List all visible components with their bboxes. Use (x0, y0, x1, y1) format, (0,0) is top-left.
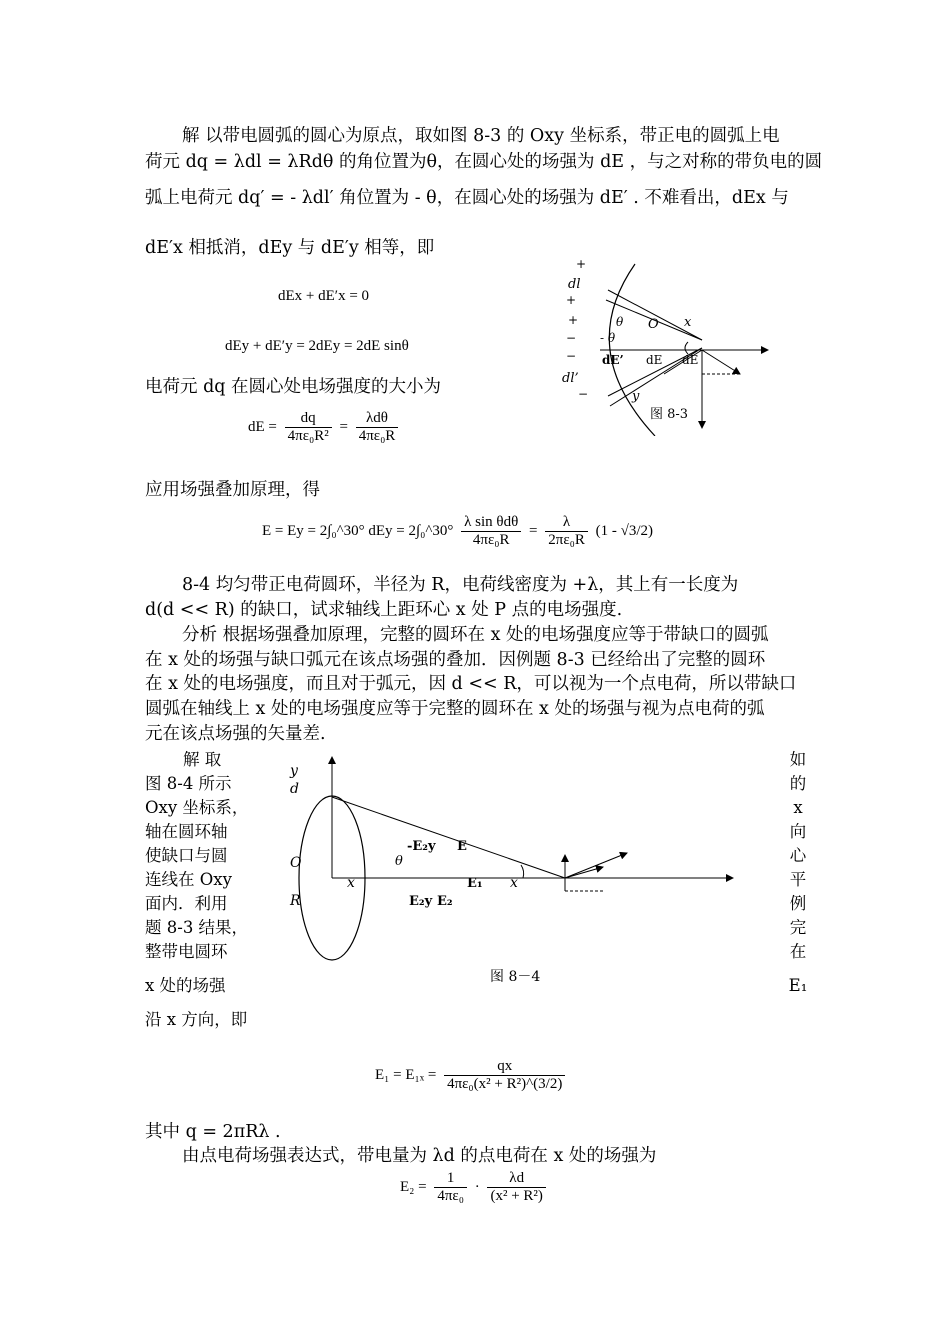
equation (400, 1170, 550, 1205)
text-line: 圆弧在轴线上 x 处的电场强度应等于完整的圆环在 x 处的场强与视为点电荷的弧 (145, 699, 765, 719)
col-line: 图 8-4 所示 (145, 774, 232, 793)
fig-y-label: y (632, 389, 640, 404)
text-line: 在 x 处的电场强度，而且对于弧元，因 d << R，可以视为一个点电荷，所以带缺口 (145, 674, 797, 694)
eq-lhs: dE = (248, 418, 277, 435)
numerator: dq (285, 410, 332, 428)
text-line: dE′x 相抵消，dEy 与 dE′y 相等，即 (145, 238, 435, 258)
fig-origin: O (290, 855, 302, 871)
fig-neg-E2y: -E₂y (407, 839, 436, 854)
col-line: 向 (789, 822, 807, 841)
col-line: 解 取 (183, 750, 222, 769)
denominator: 4πε₀R² (287, 428, 329, 444)
col-line: 使缺口与圆 (145, 846, 228, 865)
numerator: qx (444, 1058, 565, 1076)
left-column (145, 748, 265, 1032)
equals: = (529, 522, 538, 539)
fig-dE: dE (682, 353, 699, 367)
fraction (285, 410, 332, 445)
col-line: E₁ (788, 976, 808, 995)
equals: = (339, 418, 348, 435)
right-column (783, 748, 813, 998)
equation (375, 1058, 569, 1093)
text-line: 其中 q = 2πRλ . (145, 1122, 281, 1142)
denominator: 4πε₀(x² + R²)^(3/2) (447, 1076, 563, 1092)
col-line: 题 8-3 结果， (145, 918, 249, 937)
fig-E2: E₂ (437, 894, 453, 909)
col-line: x (793, 798, 803, 817)
col-line: Oxy 坐标系， (145, 798, 249, 817)
col-line: 如 (789, 750, 807, 769)
text-line: 电荷元 dq 在圆心处电场强度的大小为 (145, 377, 442, 397)
fig-plus: + (576, 257, 587, 271)
fig-minus: − (566, 331, 577, 345)
dot: · (474, 1178, 480, 1195)
text-line: 弧上电荷元 dq′ = - λdl′ 角位置为 - θ，在圆心处的场强为 dE′ . 不难看出，dEx 与 (145, 188, 789, 208)
fig-x-label: x (510, 875, 518, 891)
numerator: λ (545, 514, 588, 532)
text-line: 在 x 处的场强与缺口弧元在该点场强的叠加．因例题 8-3 已经给出了完整的圆环 (145, 650, 766, 670)
text-line: 由点电荷场强表达式，带电量为 λd 的点电荷在 x 处的场强为 (182, 1146, 657, 1166)
eq-lhs: E₁ = E₁ₓ = (375, 1066, 437, 1083)
fig-dl: dl (568, 277, 581, 292)
col-line: x 处的场强 (145, 976, 226, 995)
fig-plus: + (568, 313, 579, 327)
text-line: 应用场强叠加原理，得 (145, 480, 320, 500)
denominator: 4πε₀ (437, 1188, 464, 1204)
text-line: 荷元 dq = λdl = λRdθ 的角位置为θ，在圆心处的场强为 dE ，与之对称的带负电的圆 (145, 152, 823, 172)
col-line: 连线在 Oxy (145, 870, 232, 889)
eq-part: (1 - √3/2) (595, 522, 653, 539)
fig-dlp: dl’ (562, 371, 579, 386)
col-line: 的 (789, 774, 807, 793)
fig-E1: E₁ (467, 876, 483, 891)
equation: dEx + dE′x = 0 (278, 288, 370, 304)
col-line: 平 (789, 870, 807, 889)
figure-8-4 (285, 755, 755, 1005)
text-line: 解 以带电圆弧的圆心为原点，取如图 8-3 的 Oxy 坐标系，带正电的圆弧上电 (182, 126, 780, 146)
fig-E2y: E₂y (409, 894, 433, 909)
figure-caption: 图 8-3 (650, 407, 689, 422)
figure-8-3 (560, 256, 790, 436)
col-line: 轴在圆环轴 (145, 822, 228, 841)
figure-caption: 图 8－4 (490, 969, 541, 985)
fig-theta: θ (616, 315, 624, 329)
text-line: 8-4 均匀带正电荷圆环，半径为 R，电荷线密度为 +λ，其上有一长度为 (182, 575, 739, 595)
fraction (487, 1170, 545, 1205)
fig-plus: + (566, 293, 577, 307)
fraction (461, 514, 521, 549)
fig-y-label: y (290, 763, 298, 779)
numerator: 1 (434, 1170, 467, 1188)
fraction (434, 1170, 467, 1205)
fig-dE: dE (646, 353, 663, 367)
fig-R-label: R (290, 893, 301, 909)
text-line: d(d << R) 的缺口，试求轴线上距环心 x 处 P 点的电场强度. (145, 600, 623, 620)
eq-lhs: E₂ = (400, 1178, 427, 1195)
col-line: 完 (789, 918, 807, 937)
text-line: 元在该点场强的矢量差. (145, 724, 326, 744)
numerator: λ sin θdθ (461, 514, 521, 532)
fig-dE-prime: dE’ (602, 353, 624, 367)
col-line: 心 (789, 846, 807, 865)
fig-theta: θ (395, 854, 403, 869)
fig-minus: − (578, 387, 589, 401)
col-line: 在 (789, 942, 807, 961)
fraction (545, 514, 588, 549)
equation (248, 410, 402, 445)
fig-x-label: x (347, 875, 355, 891)
equation: dEy + dE′y = 2dEy = 2dE sinθ (225, 338, 409, 354)
fig-origin: O (648, 317, 659, 332)
fig-E: E (457, 839, 467, 854)
eq-part: E = Ey = 2∫₀^30° dEy = 2∫₀^30° (262, 522, 454, 539)
numerator: λdθ (356, 410, 399, 428)
denominator: 4πε₀R (472, 532, 510, 548)
fraction (444, 1058, 565, 1093)
denominator: (x² + R²) (490, 1188, 543, 1204)
text-line: 分析 根据场强叠加原理，完整的圆环在 x 处的电场强度应等于带缺口的圆弧 (182, 625, 769, 645)
numerator: λd (487, 1170, 545, 1188)
fraction (356, 410, 399, 445)
denominator: 4πε₀R (358, 428, 396, 444)
fig-neg-theta: - θ (600, 331, 616, 345)
equation (262, 514, 653, 549)
col-line: 沿 x 方向，即 (145, 1010, 248, 1029)
fig-x-label: x (684, 315, 692, 330)
fig-d-label: d (290, 781, 299, 797)
fig-minus: − (566, 349, 577, 363)
col-line: 整带电圆环 (145, 942, 228, 961)
denominator: 2πε₀R (548, 532, 585, 548)
col-line: 例 (789, 894, 807, 913)
col-line: 面内．利用 (145, 894, 228, 913)
